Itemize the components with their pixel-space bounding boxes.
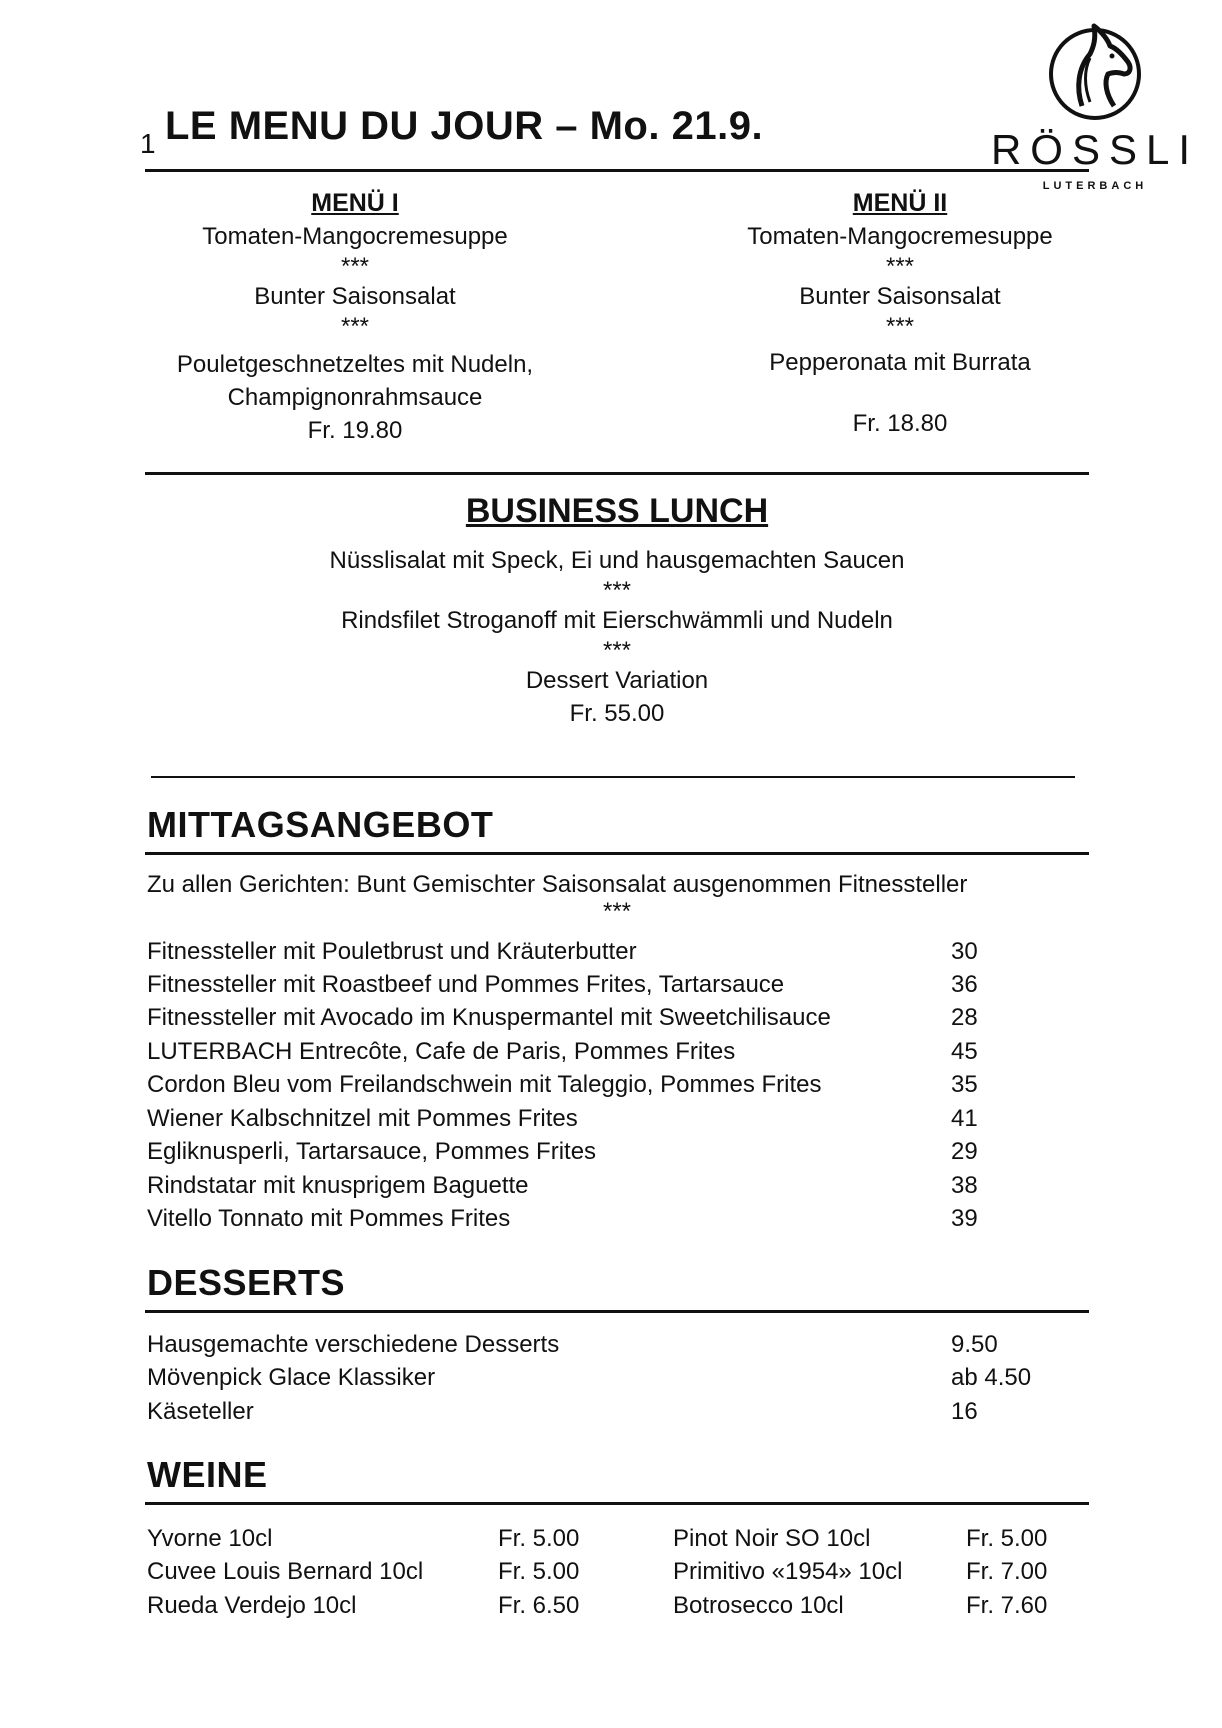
dessert-item <box>147 1328 1047 1361</box>
mittag-note: Zu allen Gerichten: Bunt Gemischter Saisonsalat ausgenommen Fitnessteller <box>147 871 968 898</box>
item-name: Hausgemachte verschiedene Desserts <box>147 1331 560 1358</box>
mittag-separator: *** <box>602 898 632 925</box>
item-price: 41 <box>951 1105 978 1132</box>
wine-name: Pinot Noir SO 10cl <box>673 1525 871 1552</box>
item-name: LUTERBACH Entrecôte, Cafe de Paris, Pommes Frites <box>147 1038 736 1065</box>
business-divider <box>151 776 1075 778</box>
wine-price: Fr. 5.00 <box>966 1525 1048 1552</box>
menu-1-price: Fr. 19.80 <box>307 417 403 444</box>
business-line: Nüsslisalat mit Speck, Ei und hausgemachten Saucen <box>329 547 905 574</box>
page-title: LE MENU DU JOUR – Mo. 21.9. <box>165 104 764 148</box>
business-line: Rindsfilet Stroganoff mit Eierschwämmli und Nudeln <box>341 607 893 634</box>
menu-1-line: *** <box>340 313 370 340</box>
wine-name: Botrosecco 10cl <box>673 1592 844 1619</box>
item-name: Cordon Bleu vom Freilandschwein mit Taleggio, Pommes Frites <box>147 1071 822 1098</box>
dessert-item <box>147 1361 1047 1394</box>
desserts-title: DESSERTS <box>147 1262 346 1303</box>
menu-1-line: Pouletgeschnetzeltes mit Nudeln, <box>176 351 534 378</box>
item-price: 36 <box>951 971 978 998</box>
wine-name: Rueda Verdejo 10cl <box>147 1592 357 1619</box>
menu-2 <box>690 187 1110 440</box>
wine-price: Fr. 7.60 <box>966 1592 1048 1619</box>
menu-2-price: Fr. 18.80 <box>852 410 948 437</box>
wine-price: Fr. 5.00 <box>498 1525 580 1552</box>
header-divider <box>145 169 1089 172</box>
menu-2-line: Tomaten-Mangocremesuppe <box>747 223 1053 250</box>
mittag-item <box>147 1068 1047 1101</box>
menu-divider <box>145 472 1089 475</box>
item-price: 30 <box>951 938 978 965</box>
wine-name: Primitivo «1954» 10cl <box>673 1558 903 1585</box>
weine-title: WEINE <box>147 1454 268 1495</box>
menu-2-line: Bunter Saisonsalat <box>799 283 1001 310</box>
wine-name: Cuvee Louis Bernard 10cl <box>147 1558 424 1585</box>
mittag-divider <box>145 852 1089 855</box>
mittag-item <box>147 968 1047 1001</box>
menu-2-line: Pepperonata mit Burrata <box>769 349 1031 376</box>
item-name: Wiener Kalbschnitzel mit Pommes Frites <box>147 1105 578 1132</box>
dessert-item <box>147 1395 1047 1428</box>
business-line: *** <box>602 577 632 604</box>
menu-2-line: *** <box>885 313 915 340</box>
desserts-divider <box>145 1310 1089 1313</box>
logo-subtitle: LUTERBACH <box>1042 180 1148 192</box>
weine-divider <box>145 1502 1089 1505</box>
item-name: Rindstatar mit knusprigem Baguette <box>147 1172 529 1199</box>
item-price: 16 <box>951 1398 978 1425</box>
mittag-item <box>147 1135 1047 1168</box>
item-price: 38 <box>951 1172 978 1199</box>
page-number: 1 <box>140 128 156 159</box>
item-name: Mövenpick Glace Klassiker <box>147 1364 436 1391</box>
menu-1-line: *** <box>340 253 370 280</box>
wine-price: Fr. 5.00 <box>498 1558 580 1585</box>
wine-price: Fr. 6.50 <box>498 1592 580 1619</box>
item-price: 35 <box>951 1071 978 1098</box>
menu-1 <box>145 187 565 447</box>
business-price: Fr. 55.00 <box>569 700 665 727</box>
menu-1-line: Tomaten-Mangocremesuppe <box>202 223 508 250</box>
wine-name: Yvorne 10cl <box>147 1525 273 1552</box>
mittag-title: MITTAGSANGEBOT <box>147 804 494 845</box>
mittag-item <box>147 1001 1047 1034</box>
menu-1-title: MENÜ I <box>311 189 399 217</box>
business-line: *** <box>602 637 632 664</box>
item-name: Egliknusperli, Tartarsauce, Pommes Frites <box>147 1138 597 1165</box>
mittag-item <box>147 935 1047 968</box>
mittag-item <box>147 1169 1047 1202</box>
item-name: Fitnessteller mit Avocado im Knuspermantel mit Sweetchilisauce <box>147 1004 831 1031</box>
item-price: 9.50 <box>951 1331 998 1358</box>
item-name: Käseteller <box>147 1398 254 1425</box>
menu-2-line: *** <box>885 253 915 280</box>
business-lunch-title: BUSINESS LUNCH <box>465 492 769 530</box>
mittag-item <box>147 1202 1047 1235</box>
horse-head-icon <box>990 18 1200 128</box>
item-name: Fitnessteller mit Roastbeef und Pommes Frites, Tartarsauce <box>147 971 785 998</box>
item-price: 29 <box>951 1138 978 1165</box>
business-lunch <box>145 544 1089 730</box>
item-name: Fitnessteller mit Pouletbrust und Kräuterbutter <box>147 938 637 965</box>
wine-price: Fr. 7.00 <box>966 1558 1048 1585</box>
business-line: Dessert Variation <box>525 667 709 694</box>
item-price: ab 4.50 <box>951 1364 1032 1391</box>
item-price: 45 <box>951 1038 978 1065</box>
menu-1-line: Champignonrahmsauce <box>227 384 483 411</box>
mittag-item <box>147 1035 1047 1068</box>
menu-1-line: Bunter Saisonsalat <box>254 283 456 310</box>
item-price: 28 <box>951 1004 978 1031</box>
mittag-item <box>147 1102 1047 1135</box>
logo-name: RÖSSLI <box>990 126 1200 173</box>
item-price: 39 <box>951 1205 978 1232</box>
menu-2-title: MENÜ II <box>852 189 948 217</box>
item-name: Vitello Tonnato mit Pommes Frites <box>147 1205 511 1232</box>
